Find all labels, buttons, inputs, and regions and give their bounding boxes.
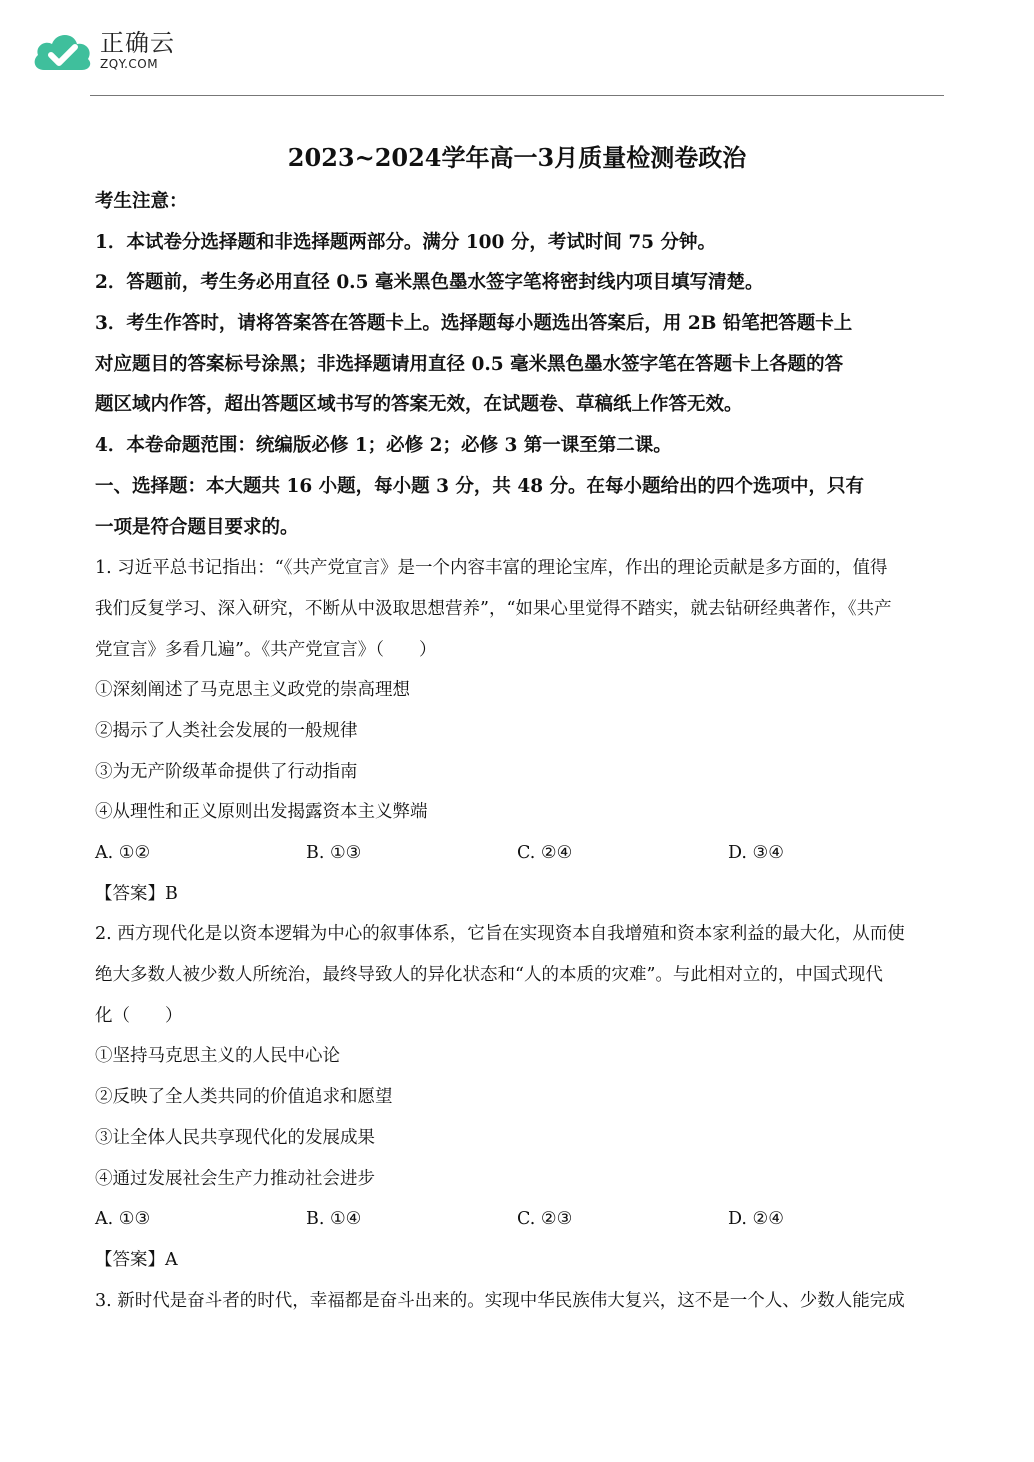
question-stem: 2. 西方现代化是以资本逻辑为中心的叙事体系，它旨在实现资本自我增殖和资本家利益的最大化，从而使 bbox=[95, 924, 905, 945]
notice-line: 4．本卷命题范围：统编版必修 1；必修 2；必修 3 第一课至第二课。 bbox=[95, 435, 672, 457]
question-stem: 党宣言》多看几遍”。《共产党宣言》（ ） bbox=[95, 639, 437, 660]
document-body bbox=[95, 182, 940, 1321]
choice-b: B. ①③ bbox=[306, 843, 362, 863]
notice-heading: 考生注意： bbox=[95, 191, 188, 212]
choice-d: D. ③④ bbox=[728, 843, 784, 863]
question-stem: 绝大多数人被少数人所统治，最终导致人的异化状态和“人的本质的灾难”。与此相对立的，中国式现代 bbox=[95, 965, 883, 986]
question-item: ②揭示了人类社会发展的一般规律 bbox=[95, 720, 358, 741]
answer-choices bbox=[95, 833, 940, 874]
notice-line: 题区域内作答，超出答题区域书写的答案无效，在试题卷、草稿纸上作答无效。 bbox=[95, 394, 743, 416]
notice-line: 1．本试卷分选择题和非选择题两部分。满分 100 分，考试时间 75 分钟。 bbox=[95, 231, 716, 253]
choice-b: B. ①④ bbox=[306, 1209, 362, 1230]
answer-line: 【答案】B bbox=[95, 883, 178, 904]
answer-line: 【答案】A bbox=[95, 1249, 178, 1270]
question-item: ④从理性和正义原则出发揭露资本主义弊端 bbox=[95, 802, 428, 823]
question-stem: 1. 习近平总书记指出：“《共产党宣言》是一个内容丰富的理论宝库，作出的理论贡献是多方面的，值得 bbox=[95, 558, 888, 579]
header-divider bbox=[90, 95, 944, 96]
choice-a: A. ①③ bbox=[95, 1209, 151, 1230]
notice-line: 2．答题前，考生务必用直径 0.5 毫米黑色墨水签字笔将密封线内项目填写清楚。 bbox=[95, 272, 764, 294]
logo-name: 正确云 bbox=[100, 29, 175, 57]
site-header bbox=[30, 22, 175, 78]
notice-line: 3．考生作答时，请将答案答在答题卡上。选择题每小题选出答案后，用 2B 铅笔把答题卡上 bbox=[95, 313, 853, 335]
notice-line: 对应题目的答案标号涂黑；非选择题请用直径 0.5 毫米黑色墨水签字笔在答题卡上各题的答 bbox=[95, 353, 844, 375]
question-2 bbox=[95, 914, 940, 1280]
question-1 bbox=[95, 548, 940, 914]
question-stem: 我们反复学习、深入研究，不断从中汲取思想营养”，“如果心里觉得不踏实，就去钻研经典著作，《共产 bbox=[95, 598, 892, 619]
choice-a: A. ①② bbox=[95, 843, 151, 863]
page-title: 2023~2024学年高一3月质量检测卷政治 bbox=[287, 143, 747, 172]
question-item: ④通过发展社会生产力推动社会进步 bbox=[95, 1168, 375, 1189]
logo-domain: ZQY.COM bbox=[100, 57, 159, 71]
question-stem: 3. 新时代是奋斗者的时代，幸福都是奋斗出来的。实现中华民族伟大复兴，这不是一个人、少数人能完成 bbox=[95, 1290, 905, 1311]
choice-c: C. ②④ bbox=[517, 843, 573, 863]
question-item: ①深刻阐述了马克思主义政党的崇高理想 bbox=[95, 680, 410, 701]
question-item: ③让全体人民共享现代化的发展成果 bbox=[95, 1127, 375, 1148]
choice-c: C. ②③ bbox=[517, 1209, 573, 1230]
question-item: ②反映了全人类共同的价值追求和愿望 bbox=[95, 1087, 393, 1108]
question-3 bbox=[95, 1281, 940, 1322]
question-item: ①坚持马克思主义的人民中心论 bbox=[95, 1046, 340, 1067]
choice-d: D. ②④ bbox=[728, 1209, 784, 1230]
section-heading: 一项是符合题目要求的。 bbox=[95, 516, 299, 538]
answer-choices bbox=[95, 1199, 940, 1240]
zqy-logo-icon bbox=[30, 24, 94, 76]
question-item: ③为无产阶级革命提供了行动指南 bbox=[95, 761, 358, 782]
question-stem: 化（ ） bbox=[95, 1005, 183, 1026]
section-heading: 一、选择题：本大题共 16 小题，每小题 3 分，共 48 分。在每小题给出的四个选项中，只有 bbox=[95, 475, 865, 497]
